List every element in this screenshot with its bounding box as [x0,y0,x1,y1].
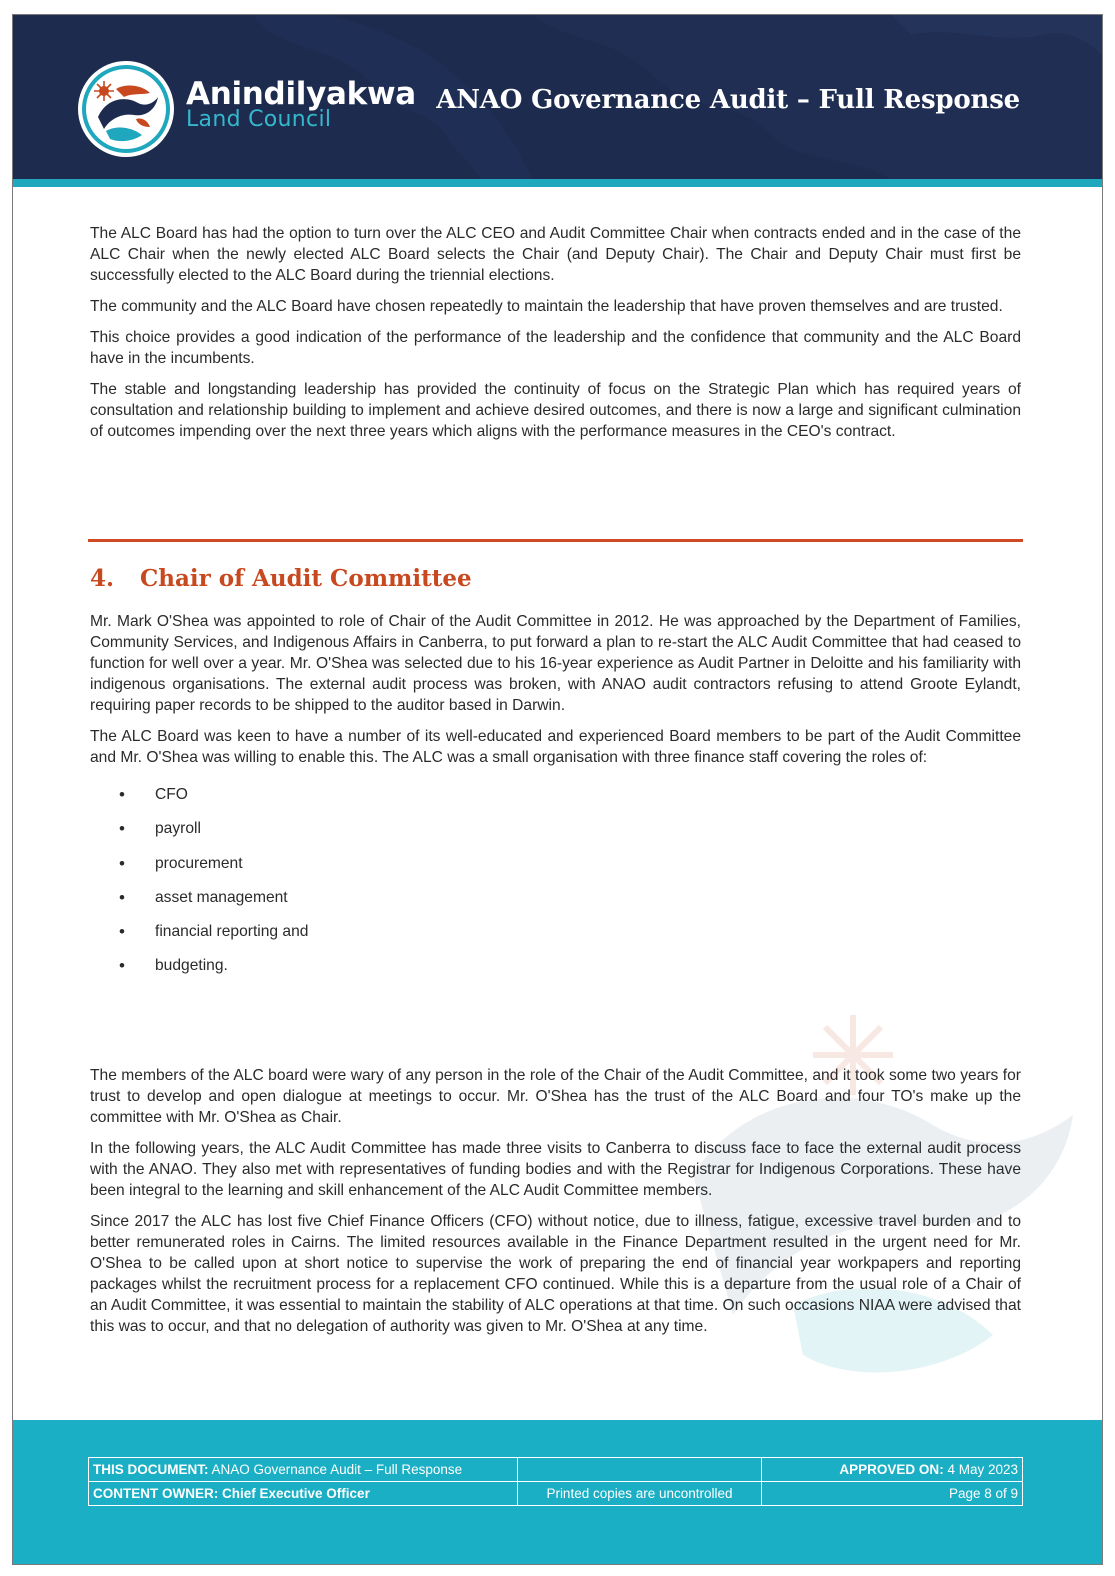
paragraph: The community and the ALC Board have chosen repeatedly to maintain the leadership that have proven themselves and are trusted. [90,298,1003,315]
list-item: • CFO [90,784,1021,818]
footer-empty-cell [518,1458,762,1482]
footer-printed-note: Printed copies are uncontrolled [518,1482,762,1506]
footer-approved-value: 4 May 2023 [947,1462,1018,1477]
page-header [13,15,1102,181]
paragraph: The ALC Board was keen to have a number of its well-educated and experienced Board members to be part of the Audit Committee and Mr. O'Shea was willing to enable this. The ALC was a small organisation with three finance staff covering the roles of: [90,728,1021,766]
paragraph: The stable and longstanding leadership has provided the continuity of focus on the Strategic Plan which has required years of consultation and relationship building to implement and achieve desired outcomes, and there is now a large and significant culmination of outcomes impending over the next three years which aligns with the performance measures in the CEO's contract. [90,381,1021,440]
org-subtitle: Land Council [186,107,332,132]
document-title: ANAO Governance Audit – Full Response [436,85,1020,115]
paragraph: This choice provides a good indication of the performance of the leadership and the confidence that community and the ALC Board have in the incumbents. [90,329,1021,367]
footer-approved-label: APPROVED ON [839,1462,940,1477]
alc-logo [76,59,176,159]
section-body [90,611,1021,990]
list-item: • budgeting. [90,955,1021,989]
paragraph: Mr. Mark O'Shea was appointed to role of Chair of the Audit Committee in 2012. He was approached by the Department of Families, Community Services, and Indigenous Affairs in Canberra, to put forward a plan to re-start the ALC Audit Committee that had ceased to function for well over a year. Mr. O'Shea was selected due to his 16-year experience as Audit Partner in Deloitte and his familiarity with indigenous organisations. The external audit process was broken, with ANAO audit contractors refusing to attend Groote Eylandt, requiring paper records to be shipped to the auditor based in Darwin. [90,613,1021,714]
section-body-continued [90,1065,1021,1347]
table-row [89,1482,1023,1506]
paragraph: Since 2017 the ALC has lost five Chief Finance Officers (CFO) without notice, due to illness, fatigue, excessive travel burden and to better remunerated roles in Cairns. The limited resources available in the Finance Department resulted in the urgent need for Mr. O'Shea to be called upon at short notice to supervise the work of preparing the end of financial year workpapers and reporting packages whilst the recruitment process for a replacement CFO continued. While this is a departure from the usual role of a Chair of an Audit Committee, it was essential to maintain the stability of ALC operations at that time. On such occasions NIAA were advised that this was to occur, and that no delegation of authority was given to Mr. O'Shea at any time. [90,1213,1021,1335]
list-item: • asset management [90,887,1021,921]
list-item: • financial reporting and [90,921,1021,955]
table-row [89,1458,1023,1482]
section-number: 4. [90,565,115,592]
paragraph: The ALC Board has had the option to turn over the ALC CEO and Audit Committee Chair when contracts ended and in the case of the ALC Chair when the newly elected ALC Board selects the Chair (and Deputy Chair). The Chair and Deputy Chair must first be successfully elected to the ALC Board during the triennial elections. [90,225,1021,284]
paragraph: The members of the ALC board were wary of any person in the role of the Chair of the Audit Committee, and it took some two years for trust to develop and open dialogue at meetings to occur. Mr. O'Shea has the trust of the ALC Board and four TO's make up the committee with Mr. O'Shea as Chair. [90,1067,1021,1126]
footer-table [88,1457,1023,1506]
brand-block [186,77,416,131]
paragraph: In the following years, the ALC Audit Committee has made three visits to Canberra to discuss face to face the external audit process with the ANAO. They also met with representatives of funding bodies and with the Registrar for Indigenous Corporations. These have been integral to the learning and skill enhancement of the ALC Audit Committee members. [90,1140,1021,1199]
section-divider [88,539,1023,542]
footer-doc-cell: THIS DOCUMENT: ANAO Governance Audit – Full Response [89,1458,518,1482]
footer-page-number: Page 8 of 9 [762,1482,1023,1506]
footer-doc-value: ANAO Governance Audit – Full Response [211,1462,463,1477]
footer-approved-cell: APPROVED ON: 4 May 2023 [762,1458,1023,1482]
footer-doc-label: THIS DOCUMENT [93,1462,204,1477]
header-accent-stripe [13,179,1102,187]
org-name: Anindilyakwa [186,76,416,112]
roles-list [90,784,1021,990]
intro-text [90,223,1021,452]
list-item: • payroll [90,818,1021,852]
footer-owner-value: Chief Executive Officer [222,1486,370,1501]
list-item: • procurement [90,853,1021,887]
section-heading [90,565,472,592]
footer-owner-cell [89,1482,518,1506]
document-page [12,14,1103,1565]
section-title: Chair of Audit Committee [140,565,472,592]
footer-owner-label: CONTENT OWNER: [93,1486,219,1501]
